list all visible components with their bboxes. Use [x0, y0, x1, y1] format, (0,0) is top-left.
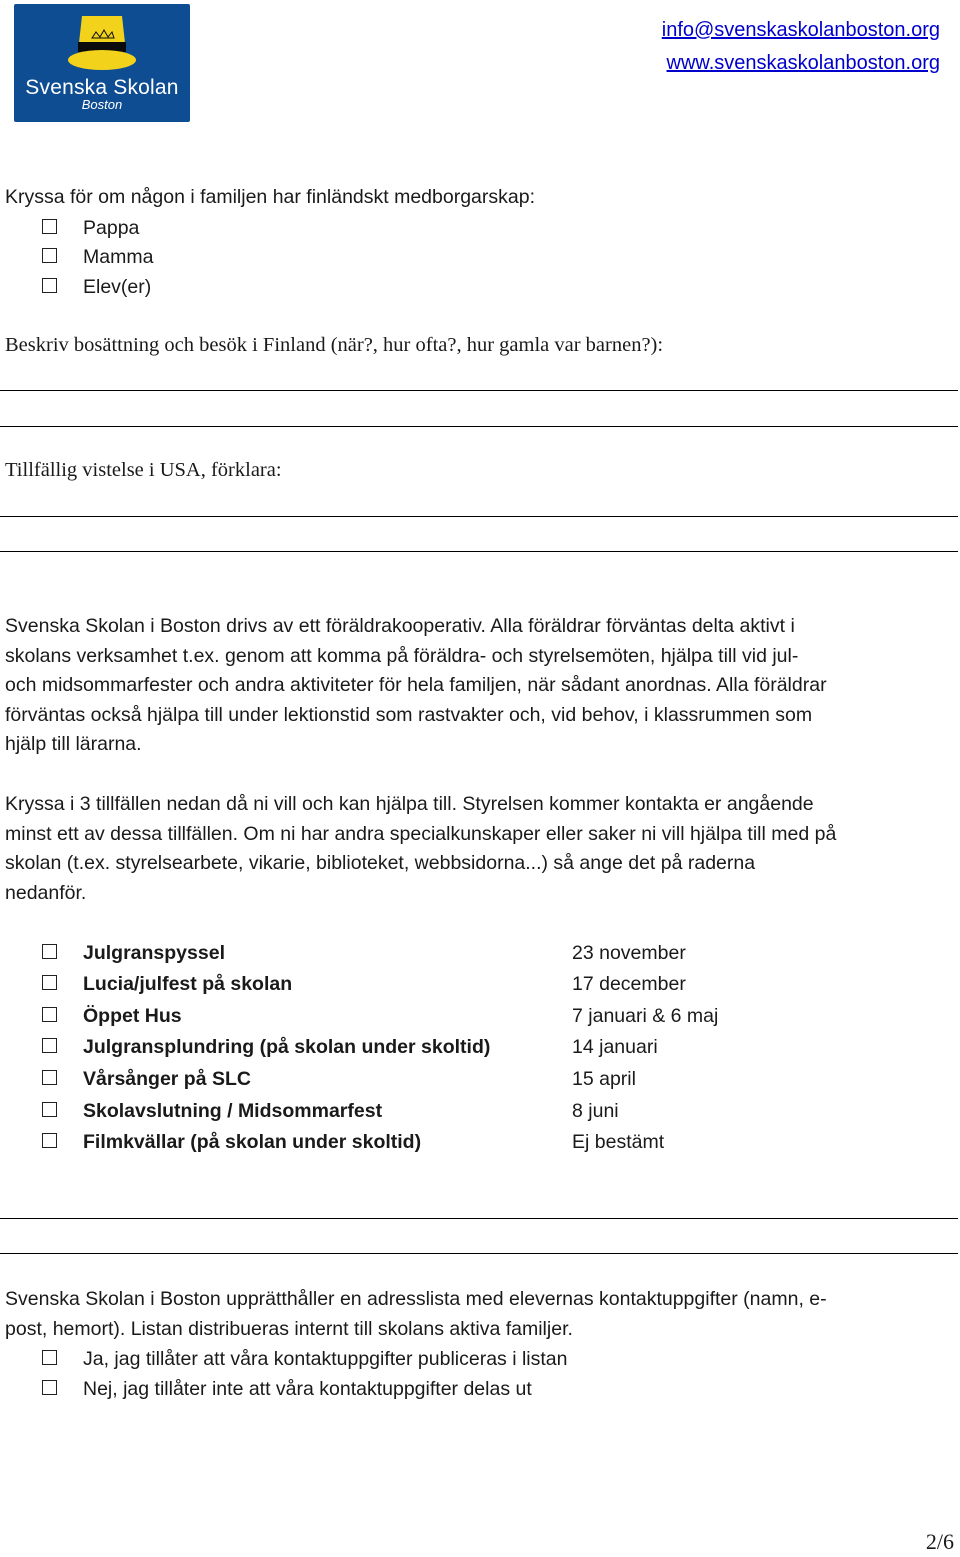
activity-row[interactable] [42, 1127, 665, 1157]
activity-row[interactable] [42, 1001, 719, 1031]
checkbox[interactable] [42, 975, 57, 990]
activity-date: 14 januari [572, 1036, 658, 1058]
paragraph-line: hjälp till lärarna. [5, 733, 142, 756]
checkbox[interactable] [42, 944, 57, 959]
answer-line[interactable] [0, 551, 958, 552]
hat-crown-icon [66, 12, 138, 76]
answer-line[interactable] [0, 1218, 958, 1219]
answer-line[interactable] [0, 516, 958, 517]
checkbox[interactable] [42, 248, 57, 263]
address-paragraph [5, 1285, 827, 1344]
checkbox-label: Ja, jag tillåter att våra kontaktuppgifter publiceras i listan [83, 1348, 568, 1370]
activity-label: Julgranspyssel [83, 942, 225, 964]
checkbox[interactable] [42, 219, 57, 234]
checkbox-label: Mamma [83, 246, 154, 268]
email-link[interactable]: info@svenskaskolanboston.org [661, 19, 940, 41]
activity-date: 15 april [572, 1068, 636, 1090]
checkbox[interactable] [42, 1007, 57, 1022]
website-link[interactable]: www.svenskaskolanboston.org [666, 52, 940, 74]
paragraph-line: skolan (t.ex. styrelsearbete, vikarie, biblioteket, webbsidorna...) så ange det på raderna [5, 852, 756, 875]
checkbox[interactable] [42, 1350, 57, 1365]
checkbox-row-mamma[interactable] [42, 242, 153, 272]
activity-label: Lucia/julfest på skolan [83, 973, 293, 995]
residence-prompt: Beskriv bosättning och besök i Finland (när?, hur ofta?, hur gamla var barnen?): [5, 334, 664, 356]
checkbox[interactable] [42, 1102, 57, 1117]
checkbox[interactable] [42, 1380, 57, 1395]
activity-label: Öppet Hus [83, 1005, 182, 1027]
paragraph-line: Kryssa i 3 tillfällen nedan då ni vill och kan hjälpa till. Styrelsen kommer kontakta er angående [5, 793, 814, 815]
activity-row[interactable] [42, 1064, 636, 1094]
activity-date: 7 januari & 6 maj [572, 1005, 719, 1027]
paragraph-line: nedanför. [5, 881, 87, 904]
consent-no-row[interactable] [42, 1374, 532, 1404]
logo-sub: Boston [81, 97, 123, 112]
page-number: 2/6 [925, 1529, 954, 1554]
activity-label: Filmkvällar (på skolan under skoltid) [83, 1131, 422, 1153]
paragraph-line: post, hemort). Listan distribueras internt till skolans aktiva familjer. [5, 1317, 573, 1340]
answer-line[interactable] [0, 390, 958, 391]
checkbox-row-elever[interactable] [42, 272, 151, 302]
activity-row[interactable] [42, 969, 686, 999]
activity-label: Skolavslutning / Midsommarfest [83, 1100, 383, 1122]
citizenship-prompt: Kryssa för om någon i familjen har finländskt medborgarskap: [5, 186, 536, 208]
checkbox-row-pappa[interactable] [42, 213, 139, 243]
activity-date: 8 juni [572, 1100, 619, 1122]
coop-paragraph [5, 612, 827, 760]
temporary-stay-prompt: Tillfällig vistelse i USA, förklara: [5, 459, 282, 481]
paragraph-line: Svenska Skolan i Boston drivs av ett föräldrakooperativ. Alla föräldrar förväntas delta aktivt i [5, 615, 795, 637]
activity-label: Vårsånger på SLC [83, 1068, 251, 1090]
paragraph-line: skolans verksamhet t.ex. genom att komma på föräldra- och styrelsemöten, hjälpa till vid jul- [5, 644, 799, 667]
activity-label: Julgransplundring (på skolan under skoltid) [83, 1036, 491, 1058]
checkbox[interactable] [42, 1133, 57, 1148]
activity-row[interactable] [42, 1096, 619, 1126]
consent-yes-row[interactable] [42, 1344, 568, 1374]
checkbox-label: Elev(er) [83, 276, 152, 298]
contact-info [662, 14, 940, 80]
activity-date: 23 november [572, 942, 686, 964]
activity-row[interactable] [42, 938, 686, 968]
paragraph-line: Svenska Skolan i Boston upprätthåller en adresslista med elevernas kontaktuppgifter (namn, e- [5, 1288, 827, 1310]
checkbox-label: Pappa [83, 217, 140, 239]
activity-row[interactable] [42, 1032, 658, 1062]
checkbox[interactable] [42, 1070, 57, 1085]
logo-name: Svenska Skolan [25, 76, 179, 99]
checkbox-label: Nej, jag tillåter inte att våra kontaktuppgifter delas ut [83, 1378, 532, 1400]
school-logo [14, 4, 190, 122]
answer-line[interactable] [0, 426, 958, 427]
activity-date: 17 december [572, 973, 686, 995]
paragraph-line: och midsommarfester och andra aktiviteter för hela familjen, när sådant anordnas. Alla föräldrar [5, 674, 827, 697]
answer-line[interactable] [0, 1253, 958, 1254]
checkbox[interactable] [42, 1038, 57, 1053]
checkbox[interactable] [42, 278, 57, 293]
help-paragraph [5, 790, 836, 908]
paragraph-line: förväntas också hjälpa till under lektionstid som rastvakter och, vid behov, i klassrummen som [5, 703, 813, 726]
paragraph-line: minst ett av dessa tillfällen. Om ni har andra specialkunskaper eller saker ni vill hjälpa till med på [5, 822, 837, 845]
activity-date: Ej bestämt [572, 1131, 665, 1153]
